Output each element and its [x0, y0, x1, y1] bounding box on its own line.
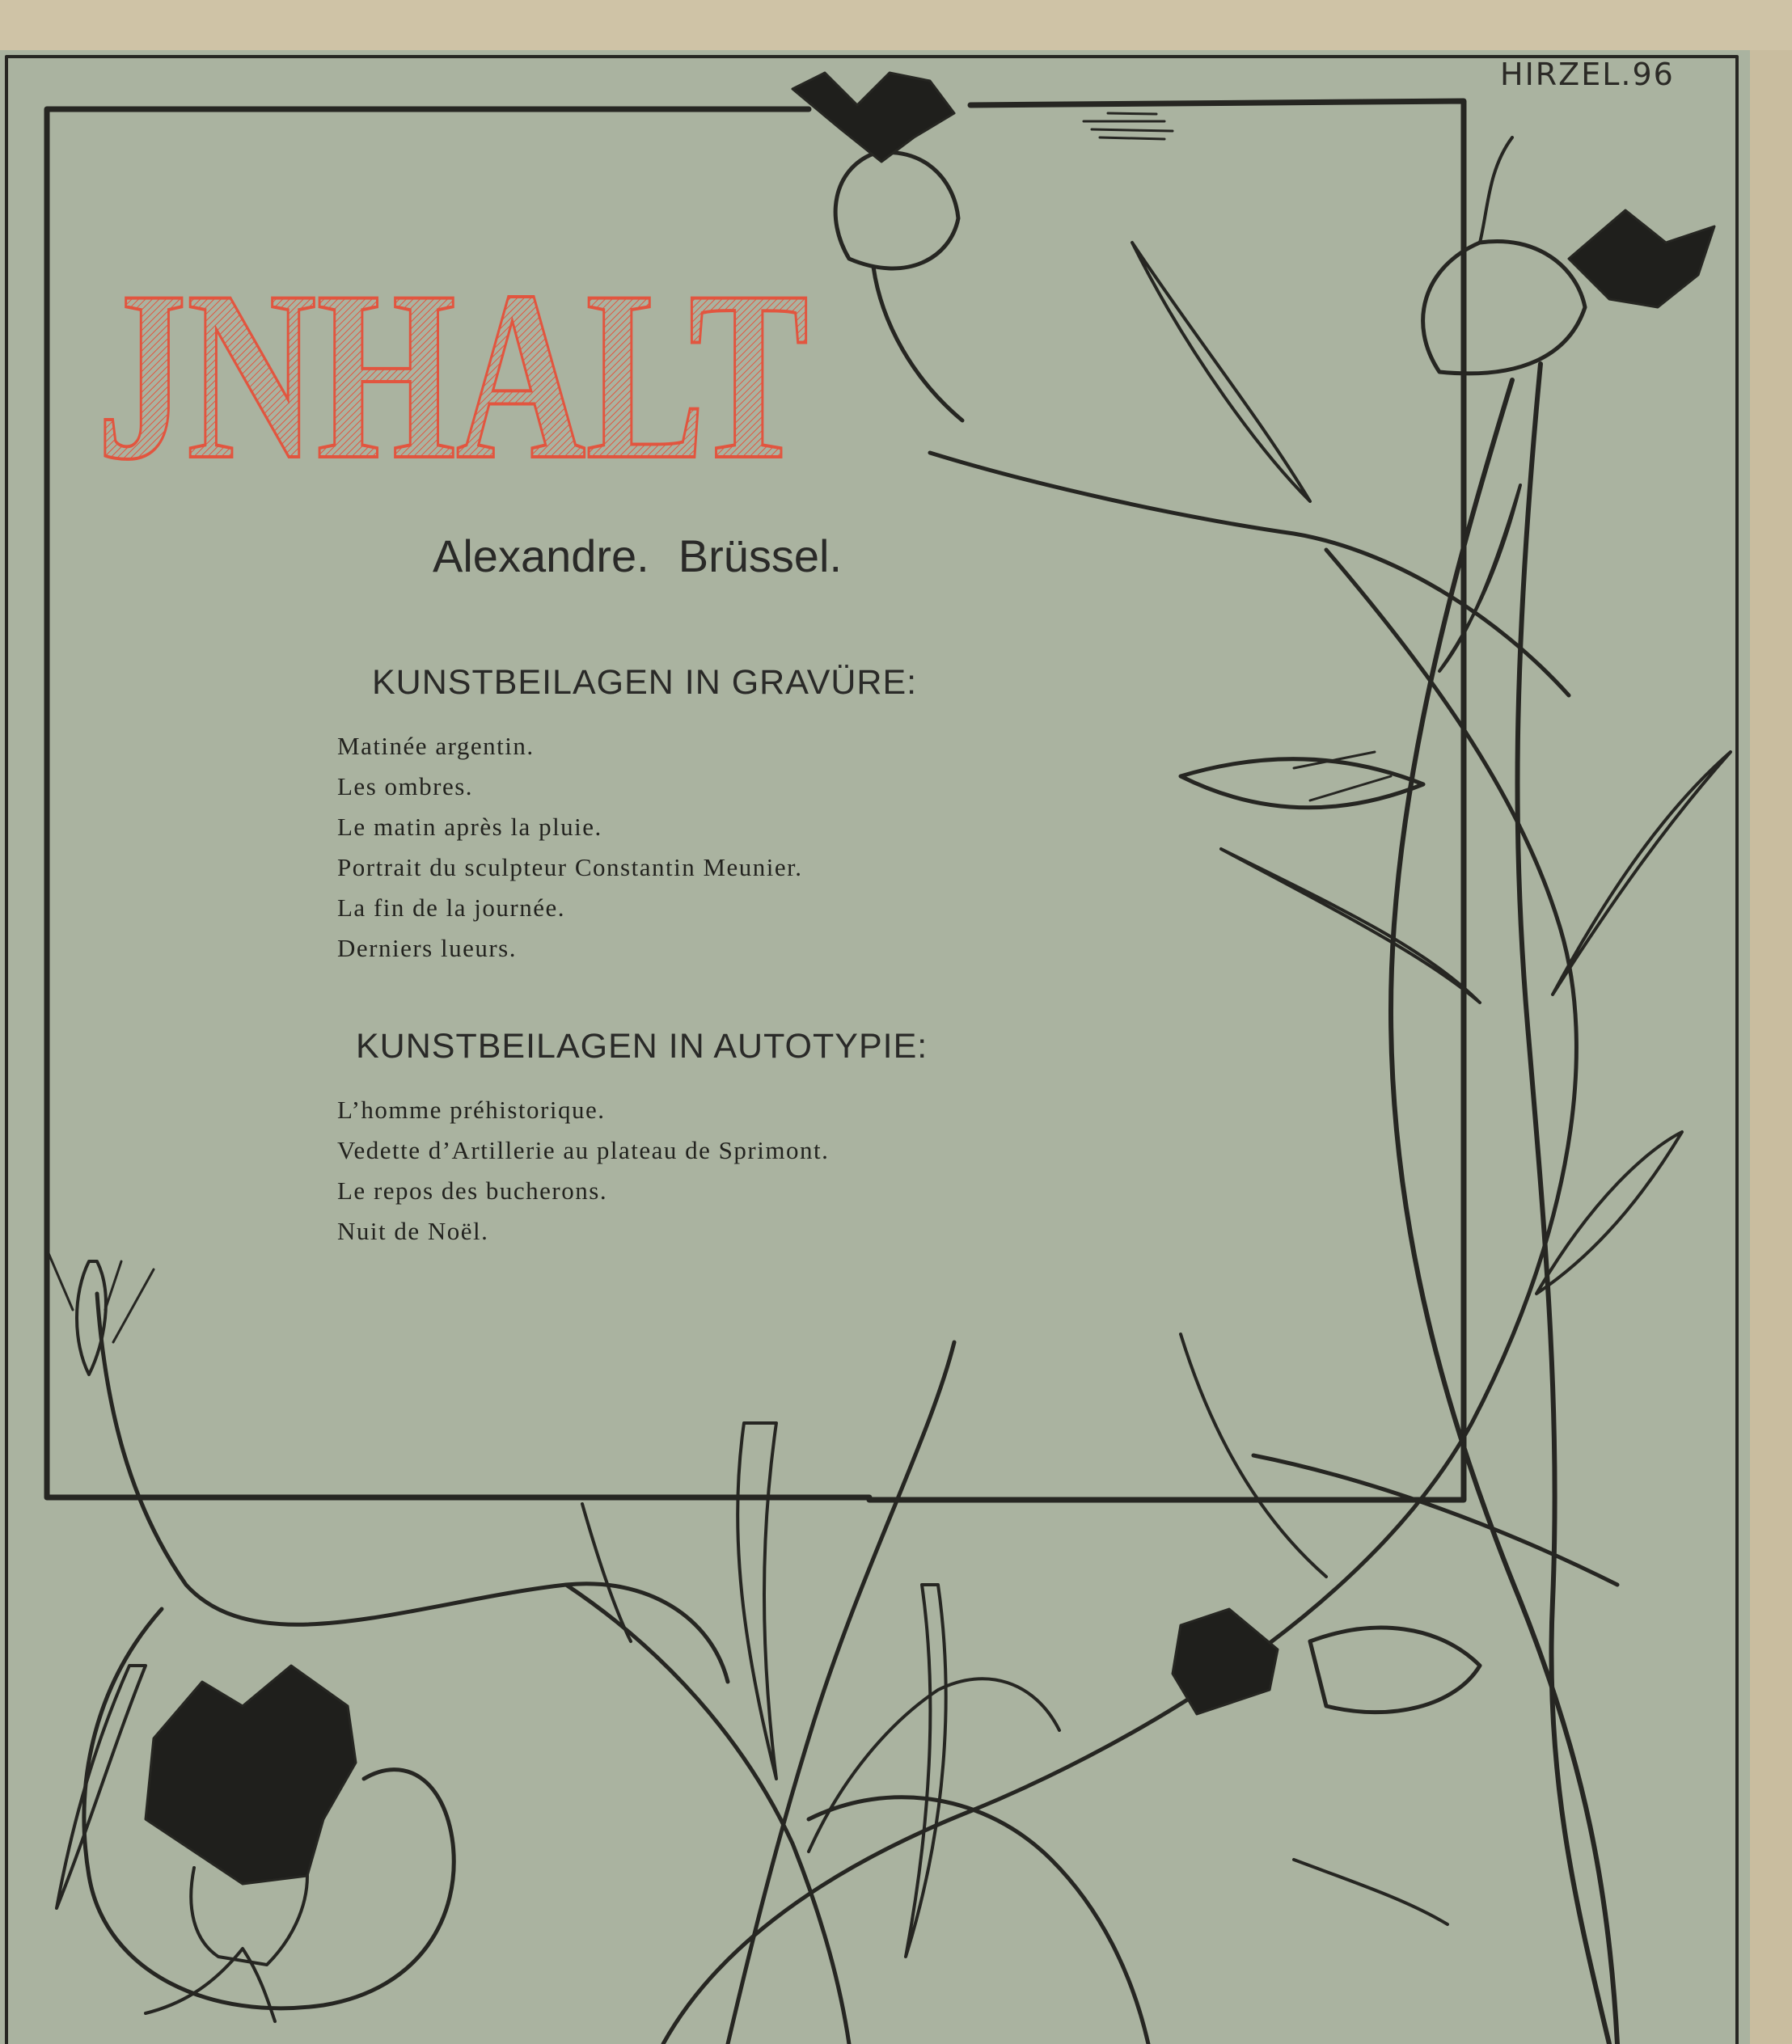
- page-title: [97, 230, 825, 509]
- stem: [1391, 380, 1617, 2044]
- stem: [1253, 1455, 1617, 1585]
- list-item: Portrait du sculpteur Constantin Meunier.: [337, 853, 803, 881]
- list-item: Le repos des bucherons.: [337, 1176, 608, 1205]
- stem: [566, 1585, 849, 2044]
- leaf: [582, 1504, 631, 1641]
- artist-signature: HIRZEL.96: [1500, 57, 1675, 92]
- flower-head: [146, 1666, 356, 2021]
- leaf: [57, 1666, 146, 1908]
- list-item: La fin de la journée.: [337, 893, 565, 922]
- flower-head: [1173, 1609, 1480, 1714]
- author-line: [433, 530, 842, 582]
- flower-bud: [77, 1261, 106, 1375]
- list-item: Nuit de Noël.: [337, 1217, 489, 1245]
- stem: [1517, 364, 1609, 2044]
- list-item: Matinée argentin.: [337, 732, 535, 760]
- stem: [930, 453, 1569, 695]
- leaf: [1294, 1860, 1448, 1924]
- leaf: [906, 1585, 946, 1957]
- leaf: [1221, 849, 1480, 1003]
- stem: [97, 1294, 728, 1682]
- list-item: Derniers lueurs.: [337, 934, 517, 962]
- flower-head: [1181, 752, 1423, 808]
- list-item: Vedette d’Artillerie au plateau de Sprimont.: [337, 1136, 830, 1164]
- stem: [728, 1342, 954, 2044]
- list-item: Le matin après la pluie.: [337, 813, 602, 841]
- flower-head: [1423, 137, 1714, 374]
- leaf: [1132, 243, 1310, 501]
- leaf: [1553, 752, 1731, 995]
- list-item: L’homme préhistorique.: [337, 1096, 606, 1124]
- leaf: [738, 1423, 776, 1779]
- stem: [809, 1797, 1148, 2044]
- frame-hatching: [1084, 113, 1173, 139]
- title-lettering: JNHALT: [97, 241, 809, 509]
- leaf: [1536, 1132, 1682, 1294]
- list-item: Les ombres.: [337, 772, 474, 800]
- author-place: Brüssel.: [678, 530, 843, 581]
- author-name: Alexandre.: [433, 530, 649, 581]
- leaf: [1439, 485, 1520, 671]
- section-heading-autotypie: KUNSTBEILAGEN IN AUTOTYPIE:: [356, 1027, 928, 1066]
- autotypie-list: [337, 1090, 829, 1252]
- gravure-list: [337, 726, 803, 969]
- section-heading-gravure: KUNSTBEILAGEN IN GRAVÜRE:: [372, 663, 918, 702]
